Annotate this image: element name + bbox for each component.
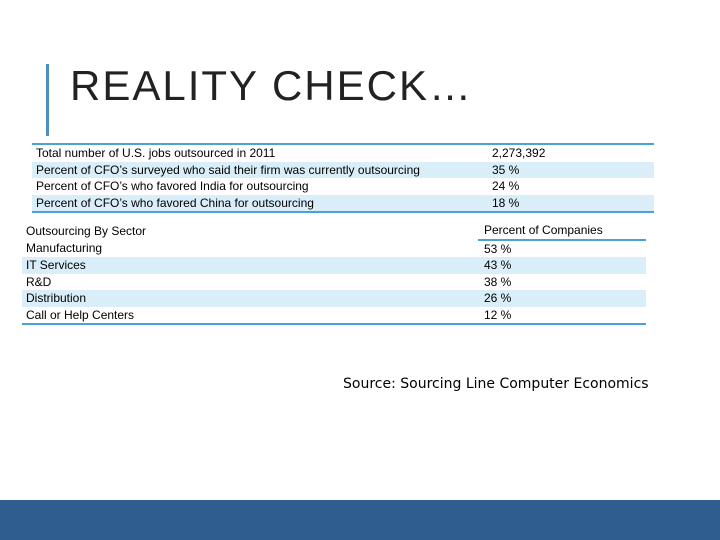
- sector-value: 12 %: [484, 307, 512, 322]
- table-row: [32, 162, 654, 179]
- table-row: [22, 274, 646, 291]
- stat-value: 18 %: [488, 195, 654, 213]
- sector-header-value: Percent of Companies: [478, 222, 646, 240]
- sector-label: R&D: [26, 274, 52, 289]
- sector-value: 26 %: [478, 290, 646, 307]
- sector-value: 38 %: [484, 274, 512, 289]
- table-row: [32, 144, 654, 162]
- stat-label: Percent of CFO’s who favored India for outsourcing: [36, 179, 309, 194]
- table-row: [22, 307, 646, 325]
- sector-value: 53 %: [484, 241, 512, 256]
- sector-table: [22, 222, 646, 325]
- slide-title: REALITY CHECK…: [70, 62, 473, 109]
- stats-table: [32, 143, 654, 213]
- sector-label: IT Services: [22, 257, 478, 274]
- sector-label: Call or Help Centers: [26, 307, 135, 322]
- sector-value: 43 %: [478, 257, 646, 274]
- sector-label: Manufacturing: [26, 241, 103, 256]
- stat-label: Percent of CFO’s surveyed who said their firm was currently outsourcing: [32, 162, 488, 179]
- stat-label: Percent of CFO’s who favored China for outsourcing: [32, 195, 488, 213]
- source-note: Source: Sourcing Line Computer Economics: [343, 376, 649, 392]
- table-header-row: [22, 222, 646, 240]
- sector-header-label: Outsourcing By Sector: [26, 223, 147, 238]
- table-row: [22, 257, 646, 274]
- table-row: [32, 195, 654, 213]
- table-row: [22, 240, 646, 258]
- stat-value: 2,273,392: [492, 146, 546, 161]
- stat-value: 35 %: [488, 162, 654, 179]
- stat-label: Total number of U.S. jobs outsourced in 2011: [36, 146, 276, 161]
- title-accent-bar: [46, 64, 49, 136]
- table-row: [22, 290, 646, 307]
- sector-label: Distribution: [22, 290, 478, 307]
- stat-value: 24 %: [492, 179, 520, 194]
- footer-band: [0, 500, 720, 540]
- table-row: [32, 178, 654, 195]
